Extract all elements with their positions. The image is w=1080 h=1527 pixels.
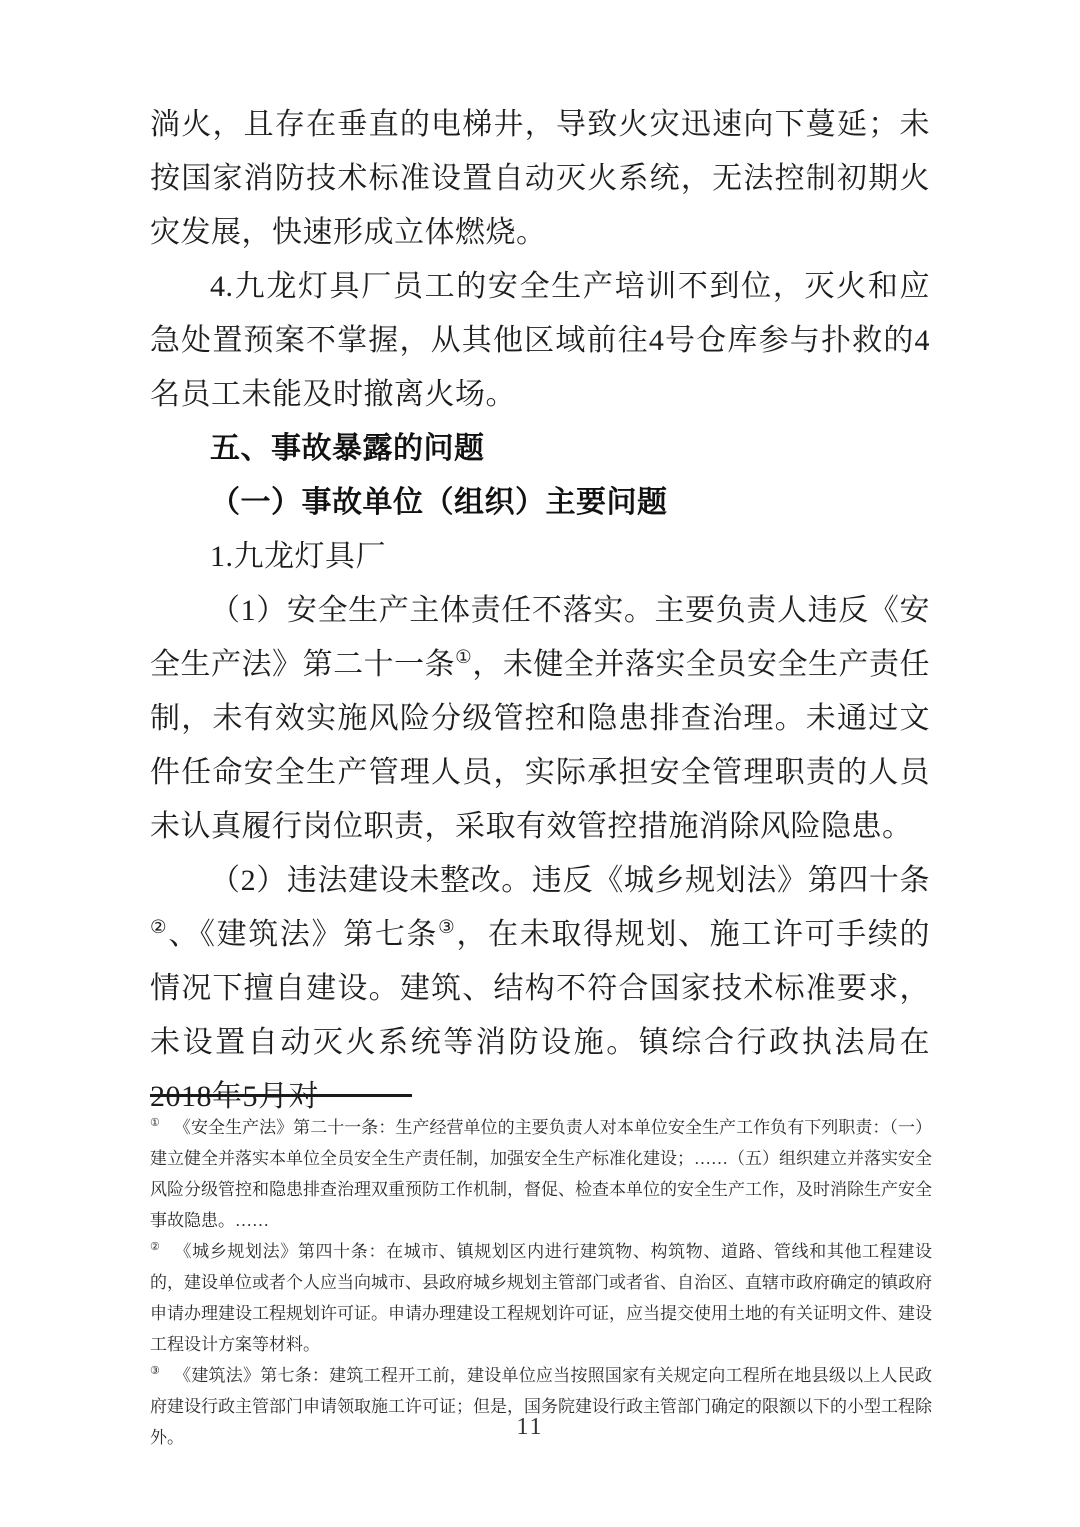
- footnote-separator: [150, 1094, 412, 1097]
- footnote-item-1: ① 《安全生产法》第二十一条：生产经营单位的主要负责人对本单位安全生产工作负有下列职责：（一）建立健全并落实本单位全员安全生产责任制，加强安全生产标准化建设；……（五）组织建立并落实安全风险分级管控和隐患排查治理双重预防工作机制，督促、检查本单位的安全生产工作，及时消除生产安全事故隐患。……: [150, 1117, 932, 1230]
- footnote-marker-icon: ①: [150, 1117, 160, 1130]
- page-number: 11: [516, 1414, 544, 1440]
- footnote-ref-icon: ①: [455, 647, 473, 668]
- paragraph-item-1-title: 1.九龙灯具厂: [210, 540, 386, 573]
- footnote-ref-icon: ②: [150, 917, 169, 938]
- footnote-item-3: ③ 《建筑法》第七条：建筑工程开工前，建设单位应当按照国家有关规定向工程所在地县级以上人民政府建设行政主管部门申请领取施工许可证；但是，国务院建设行政主管部门确定的限额以下的小型工程除外。: [150, 1365, 932, 1447]
- paragraph-problem-1: （1）安全生产主体责任不落实。主要负责人违反《安全生产法》第二十一条①，未健全并落实全员安全生产责任制，未有效实施风险分级管控和隐患排查治理。未通过文件任命安全生产管理人员，实际承担安全管理职责的人员未认真履行岗位职责，采取有效管控措施消除风险隐患。: [150, 594, 931, 843]
- heading-section-five: 五、事故暴露的问题: [210, 432, 485, 465]
- footnotes: [150, 1112, 932, 1453]
- footnote-marker-icon: ②: [150, 1241, 161, 1254]
- footnote-ref-icon: ③: [438, 917, 457, 938]
- footnote-marker-icon: ③: [150, 1365, 161, 1378]
- heading-subsection-one: （一）事故单位（组织）主要问题: [210, 486, 668, 519]
- footnote-item-2: ② 《城乡规划法》第四十条：在城市、镇规划区内进行建筑物、构筑物、道路、管线和其他工程建设的，建设单位或者个人应当向城市、县政府城乡规划主管部门或者省、自治区、直辖市政府确定的镇政府申请办理建设工程规划许可证。申请办理建设工程规划许可证，应当提交使用土地的有关证明文件、建设工程设计方案等材料。: [150, 1241, 932, 1354]
- paragraph-problem-2: （2）违法建设未整改。违反《城乡规划法》第四十条②、《建筑法》第七条③，在未取得规划、施工许可手续的情况下擅自建设。建筑、结构不符合国家技术标准要求，未设置自动灭火系统等消防设施。镇综合行政执法局在2018年5月对: [150, 864, 931, 1113]
- paragraph-fire-spread: 淌火，且存在垂直的电梯井，导致火灾迅速向下蔓延；未按国家消防技术标准设置自动灭火系统，无法控制初期火灾发展，快速形成立体燃烧。: [150, 108, 930, 249]
- paragraph-item-4: 4.九龙灯具厂员工的安全生产培训不到位，灭火和应急处置预案不掌握，从其他区域前往4号仓库参与扑救的4名员工未能及时撤离火场。: [150, 270, 930, 411]
- body-text: [150, 98, 930, 1124]
